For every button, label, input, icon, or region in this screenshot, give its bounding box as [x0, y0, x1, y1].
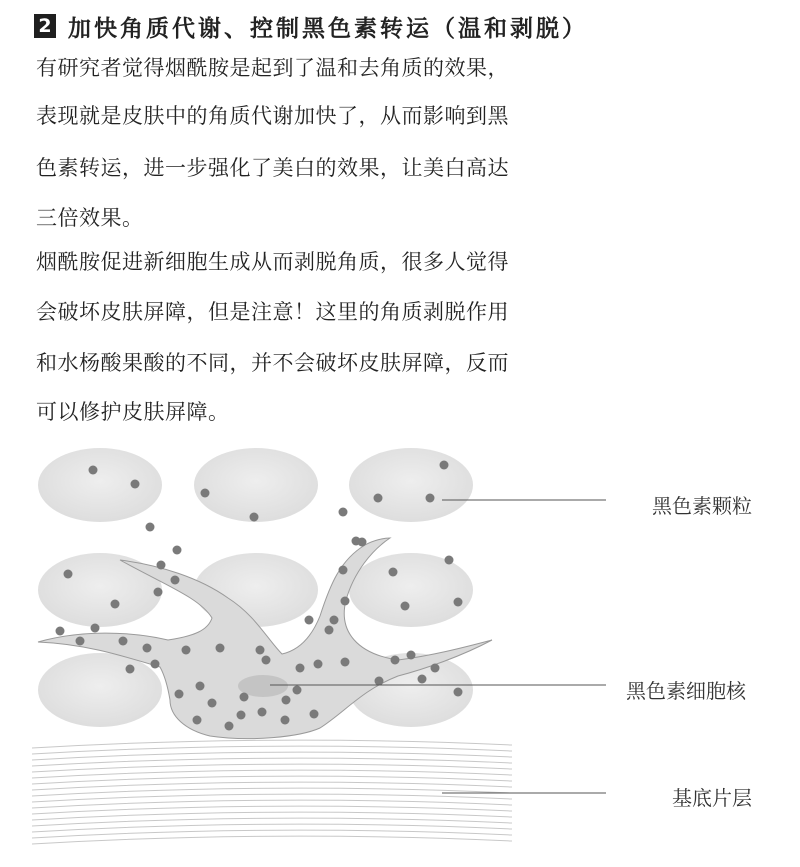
melanin-granule-dot: [426, 494, 435, 503]
melanin-granule-dot: [262, 656, 271, 665]
melanin-granule-dot: [76, 637, 85, 646]
melanin-granule-dot: [282, 696, 291, 705]
melanin-granule-dot: [131, 480, 140, 489]
paragraph-line: 和水杨酸果酸的不同，并不会破坏皮肤屏障，反而: [36, 351, 509, 375]
paragraph-line: 有研究者觉得烟酰胺是起到了温和去角质的效果，: [36, 56, 509, 80]
melanin-granule-dot: [56, 627, 65, 636]
melanin-granule-dot: [305, 616, 314, 625]
section-number-badge: 2: [34, 14, 56, 38]
melanin-granule-dot: [201, 489, 210, 498]
melanin-granule-dot: [374, 494, 383, 503]
melanin-granule-dot: [143, 644, 152, 653]
melanin-granule-dot: [281, 716, 290, 725]
melanin-granule-dot: [418, 675, 427, 684]
melanin-granule-dot: [339, 508, 348, 517]
melanin-granule-dot: [250, 513, 259, 522]
melanin-granule-dot: [407, 651, 416, 660]
melanin-granule-dot: [119, 637, 128, 646]
melanin-granule-dot: [389, 568, 398, 577]
melanin-granule-dot: [196, 682, 205, 691]
section-title: 加快角质代谢、控制黑色素转运（温和剥脱）: [68, 15, 588, 42]
melanin-granule-dot: [151, 660, 160, 669]
melanin-granule-dot: [216, 644, 225, 653]
melanin-granule-dot: [401, 602, 410, 611]
label-melanocyte-nucleus: 黑色素细胞核: [626, 679, 746, 703]
paragraph-line: 三倍效果。: [36, 206, 144, 230]
melanin-granule-dot: [157, 561, 166, 570]
melanin-granule-dot: [89, 466, 98, 475]
melanin-granule-dot: [325, 626, 334, 635]
melanin-granule-dot: [91, 624, 100, 633]
melanin-granule-dot: [182, 646, 191, 655]
melanin-granule-dot: [193, 716, 202, 725]
melanin-granule-dot: [391, 656, 400, 665]
melanin-granule-dot: [454, 688, 463, 697]
melanin-granule-dot: [237, 711, 246, 720]
melanin-granule-dot: [314, 660, 323, 669]
melanin-granule-dot: [64, 570, 73, 579]
melanin-granule-dot: [225, 722, 234, 731]
keratinocyte-cell: [349, 553, 473, 627]
melanin-granule-dot: [258, 708, 267, 717]
melanin-granule-dot: [240, 693, 249, 702]
melanin-granule-dot: [173, 546, 182, 555]
paragraph-line: 表现就是皮肤中的角质代谢加快了，从而影响到黑: [36, 104, 509, 128]
melanin-granule-dot: [208, 699, 217, 708]
paragraph-line: 可以修护皮肤屏障。: [36, 400, 230, 424]
melanin-granule-dot: [154, 588, 163, 597]
melanin-granule-dot: [111, 600, 120, 609]
keratinocyte-cell: [38, 653, 162, 727]
paragraph-line: 会破坏皮肤屏障，但是注意！这里的角质剥脱作用: [36, 300, 509, 324]
basal-layer: [32, 734, 512, 845]
melanin-granule-dot: [296, 664, 305, 673]
melanin-granule-dot: [440, 461, 449, 470]
melanin-granule-dot: [330, 616, 339, 625]
melanin-granule-dot: [375, 677, 384, 686]
melanin-granule-dot: [339, 566, 348, 575]
melanin-granule-dot: [126, 665, 135, 674]
keratinocyte-cell: [194, 448, 318, 522]
melanin-granule-dot: [341, 597, 350, 606]
melanin-granule-dot: [146, 523, 155, 532]
melanin-granule-dot: [445, 556, 454, 565]
melanin-granule-dot: [358, 538, 367, 547]
melanin-granule-dot: [171, 576, 180, 585]
label-basal-layer: 基底片层: [672, 786, 752, 810]
melanin-granule-dot: [310, 710, 319, 719]
paragraph-line: 烟酰胺促进新细胞生成从而剥脱角质，很多人觉得: [36, 250, 509, 274]
keratinocyte-cell: [349, 448, 473, 522]
melanin-granule-dot: [256, 646, 265, 655]
section-heading: [34, 8, 588, 44]
melanin-granule-dot: [341, 658, 350, 667]
melanin-granule-dot: [293, 686, 302, 695]
melanin-granule-dot: [454, 598, 463, 607]
paragraph-line: 色素转运，进一步强化了美白的效果，让美白高达: [36, 156, 509, 180]
keratinocyte-cell: [38, 448, 162, 522]
melanin-granule-dot: [175, 690, 184, 699]
melanin-granule-dot: [431, 664, 440, 673]
label-melanin-granules: 黑色素颗粒: [652, 494, 752, 518]
melanocyte-diagram: [0, 440, 800, 863]
